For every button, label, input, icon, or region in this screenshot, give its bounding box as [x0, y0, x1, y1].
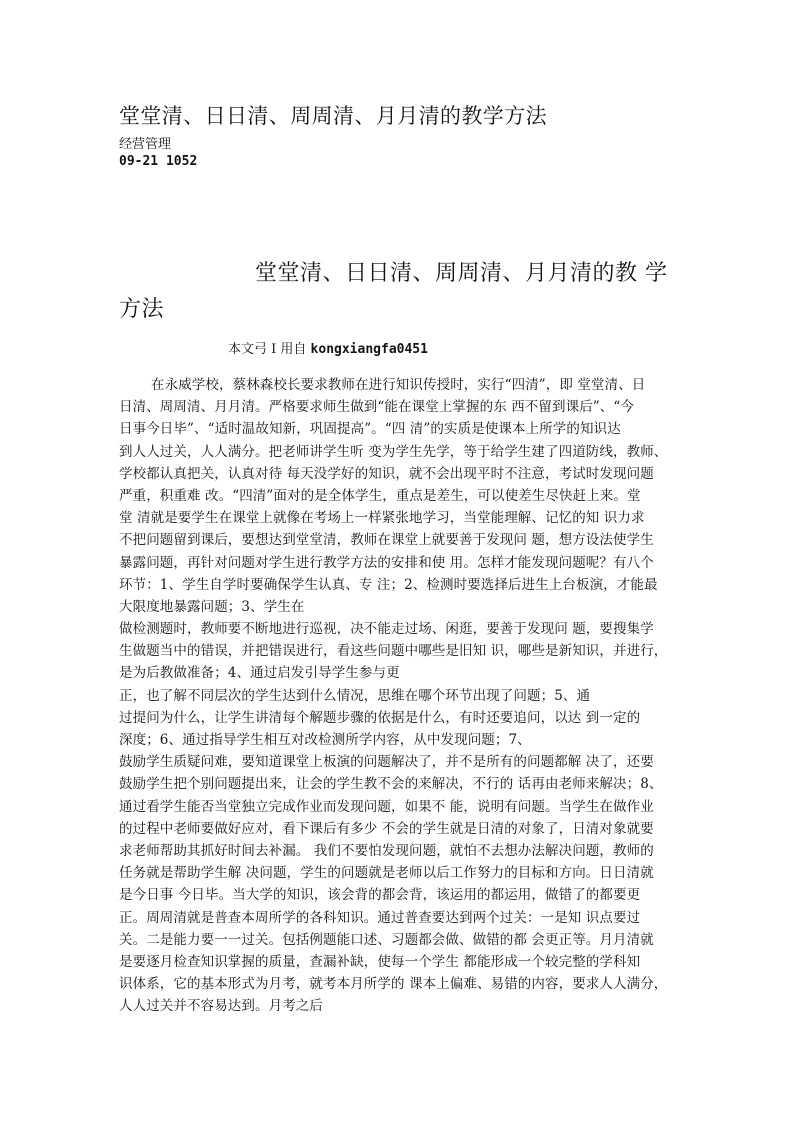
article-body: [119, 374, 684, 1017]
body-line: 日事今日毕”、“适时温故知新，巩固提高”。“四 清”的实质是使课本上所学的知识达: [119, 421, 621, 438]
body-line: 日清、周周清、月月清。严格要求师生做到“能在课堂上掌握的东 西不留到课后”、“今: [119, 399, 634, 416]
body-line: 大限度地暴露问题；3、学生在: [119, 598, 305, 615]
page-title: 堂堂清、日日清、周周清、月月清的教学方法: [119, 104, 547, 128]
body-line: 是今日事 今日毕。当大学的知识，该会背的都会背，该运用的都运用，做错了的都要更: [119, 887, 641, 904]
source-label: 本文弓 I 用自: [228, 342, 311, 357]
source-id: kongxiangfa0451: [310, 342, 428, 357]
body-line: 深度；6、通过指导学生相互对改检测所学内容，从中发现问题；7、: [119, 732, 531, 748]
body-line: 关。二是能力要一一过关。包括例题能口述、习题都会做、做错的都 会更正等。月月清就: [119, 931, 654, 948]
body-line: 识体系，它的基本形式为月考，就考本月所学的 课本上偏难、易错的内容，要求人人满分，: [119, 976, 668, 993]
body-line: 人人过关并不容易达到。月考之后: [119, 998, 323, 1015]
body-line: 鼓励学生把个别问题提出来，让会的学生教不会的来解决，不行的 话再由老师来解决；8、: [119, 776, 663, 793]
category-label: 经营管理: [119, 137, 172, 152]
date-meta: 09-21 1052: [119, 154, 198, 169]
body-line: 生做题当中的错误，并把错误进行，看这些问题中哪些是旧知 识，哪些是新知识，并进行，: [119, 643, 668, 660]
body-line: 求老师帮助其抓好时间去补漏。 我们不要怕发现问题，就怕不去想办法解决问题，教师的: [119, 842, 654, 859]
body-line: 堂 清就是要学生在课堂上就像在考场上一样紧张地学习，当堂能理解、记忆的知 识力求: [119, 510, 645, 527]
body-line: 到人人过关，人人满分。把老师讲学生听 变为学生先学，等于给学生建了四道防线，教师、: [119, 443, 668, 460]
body-line: 通过看学生能否当堂独立完成作业而发现问题，如果不 能，说明有问题。当学生在做作业: [119, 798, 654, 815]
body-line: 暴露问题，再针对问题对学生进行教学方法的安排和使 用。怎样才能发现问题呢？有八个: [119, 554, 654, 571]
body-line: 做检测题时，教师要不断地进行巡视，决不能走过场、闲逛，要善于发现问 题，要搜集学: [119, 621, 654, 638]
body-line: 过提问为什么，让学生讲清每个解题步骤的依据是什么，有时还要追问，以达 到一定的: [119, 709, 641, 726]
body-line: 正。周周清就是普查本周所学的各科知识。通过普查要达到两个过关：一是知 识点要过: [119, 909, 641, 926]
body-line: 严重，积重难 改。“四清”面对的是全体学生，重点是差生，可以使差生尽快赶上来。堂: [119, 487, 641, 504]
body-line: 正，也了解不同层次的学生达到什么情况，思维在哪个环节出现了问题；5、通: [119, 687, 591, 704]
body-line: 是为后教做准备；4、通过启发引导学生参与更: [119, 665, 400, 682]
body-line: 环节：1、学生自学时要确保学生认真、专 注；2、检测时要选择后进生上台板演，才能最: [119, 576, 658, 593]
article-title: 堂堂清、日日清、周周清、月月清的教 学方法: [119, 261, 668, 322]
body-line: 鼓励学生质疑问难，要知道课堂上板演的问题解决了，并不是所有的问题都解 决了，还要: [119, 754, 654, 771]
body-line: 的过程中老师要做好应对，看下课后有多少 不会的学生就是日清的对象了，日清对象就要: [119, 820, 654, 837]
source-line: [228, 338, 428, 357]
body-line: 不把问题留到课后，要想达到堂堂清，教师在课堂上就要善于发现问 题，想方设法使学生: [119, 532, 654, 549]
body-line: 学校都认真把关，认真对待 每天没学好的知识，就不会出现平时不注意，考试时发现问题: [119, 465, 654, 482]
body-line: 任务就是帮助学生解 决问题，学生的问题就是老师以后工作努力的目标和方向。日日清就: [119, 865, 654, 882]
body-line: 在永威学校，蔡林森校长要求教师在进行知识传授时，实行“四清”，即 堂堂清、日: [151, 377, 646, 393]
body-line: 是要逐月检查知识掌握的质量，查漏补缺，使每一个学生 都能形成一个较完整的学科知: [119, 953, 641, 970]
